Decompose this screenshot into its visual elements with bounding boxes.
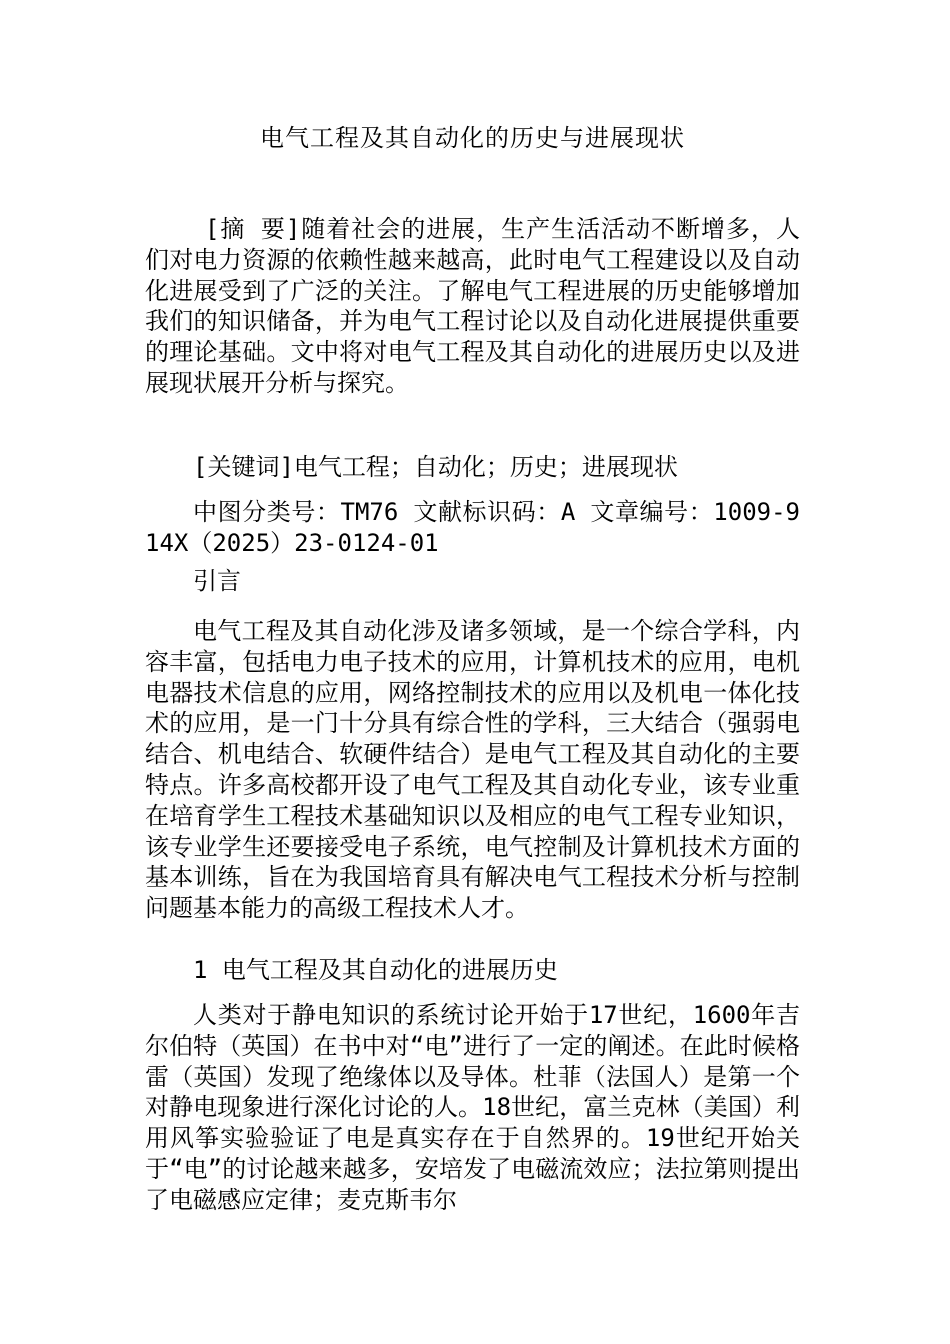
section-1-heading: 1 电气工程及其自动化的进展历史	[193, 956, 558, 984]
keywords-line: [关键词]电气工程；自动化；历史；进展现状	[193, 453, 678, 481]
abstract-paragraph: [摘 要]随着社会的进展，生产生活活动不断增多，人们对电力资源的依赖性越来越高，此时电气工程建设以及自动化进展受到了广泛的关注。了解电气工程进展的历史能够增加我们的知识储备，并为电气工程讨论以及自动化进展提供重要的理论基础。文中将对电气工程及其自动化的进展历史以及进展现状展开分析与探究。	[145, 215, 800, 397]
intro-heading: 引言	[193, 567, 241, 595]
section-1-paragraph: 人类对于静电知识的系统讨论开始于17世纪，1600年吉尔伯特（英国）在书中对“电”进行了一定的阐述。在此时候格雷（英国）发现了绝缘体以及导体。杜菲（法国人）是第一个对静电现象进行深化讨论的人。18世纪，富兰克林（美国）利用风筝实验验证了电是真实存在于自然界的。19世纪开始关于“电”的讨论越来越多，安培发了电磁流效应；法拉第则提出了电磁感应定律；麦克斯韦尔	[145, 1001, 800, 1214]
document-title: 电气工程及其自动化的历史与进展现状	[260, 124, 685, 152]
classification-line: 中图分类号：TM76 文献标识码：A 文章编号：1009-914X（2025）23-0124-01	[145, 498, 800, 557]
intro-paragraph: 电气工程及其自动化涉及诸多领域，是一个综合学科，内容丰富，包括电力电子技术的应用，计算机技术的应用，电机电器技术信息的应用，网络控制技术的应用以及机电一体化技术的应用，是一门十分具有综合性的学科，三大结合（强弱电结合、机电结合、软硬件结合）是电气工程及其自动化的主要特点。许多高校都开设了电气工程及其自动化专业，该专业重在培育学生工程技术基础知识以及相应的电气工程专业知识，该专业学生还要接受电子系统，电气控制及计算机技术方面的基本训练，旨在为我国培育具有解决电气工程技术分析与控制问题基本能力的高级工程技术人才。	[145, 617, 800, 923]
